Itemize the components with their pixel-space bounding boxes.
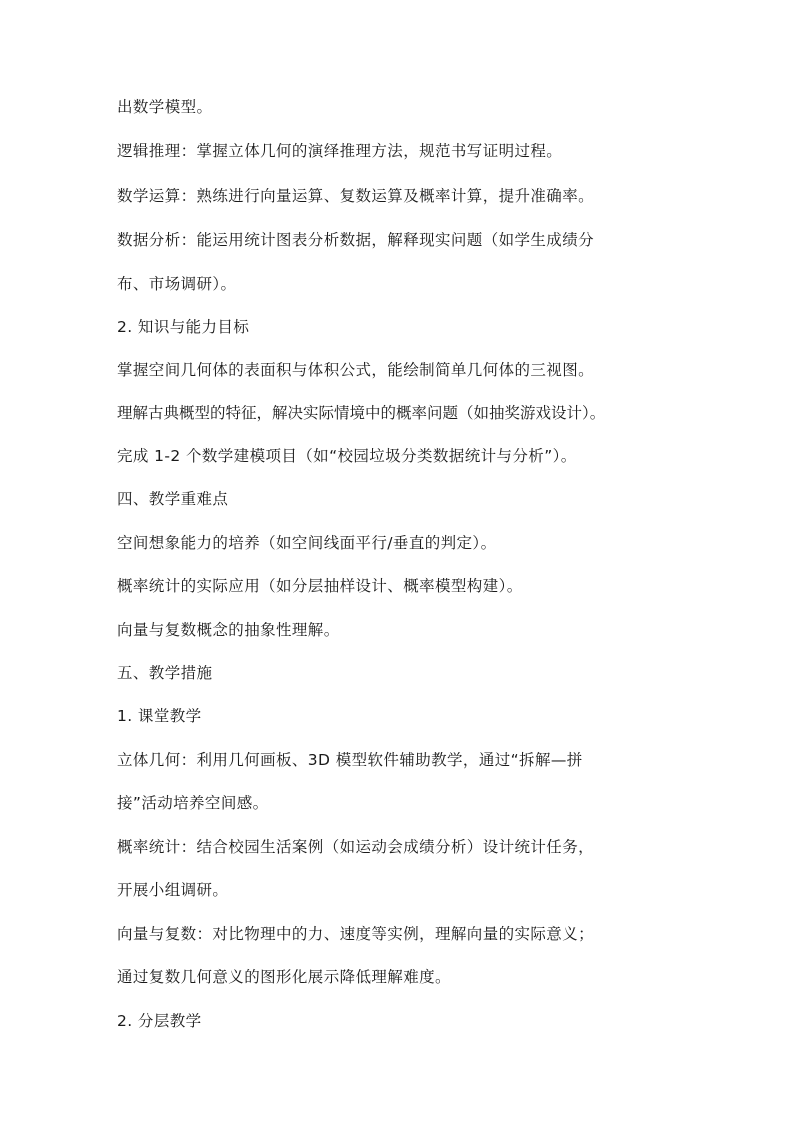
paragraph-line: 空间想象能力的培养（如空间线面平行/垂直的判定）。 bbox=[117, 534, 497, 552]
paragraph-line: 完成 1-2 个数学建模项目（如“校园垃圾分类数据统计与分析”）。 bbox=[117, 447, 577, 465]
paragraph-line: 概率统计：结合校园生活案例（如运动会成绩分析）设计统计任务， bbox=[117, 838, 595, 856]
paragraph-line: 数据分析：能运用统计图表分析数据，解释现实问题（如学生成绩分 bbox=[117, 231, 595, 249]
section-heading: 2. 分层教学 bbox=[117, 1012, 202, 1030]
paragraph-line: 掌握空间几何体的表面积与体积公式，能绘制简单几何体的三视图。 bbox=[117, 361, 595, 379]
paragraph-line: 向量与复数：对比物理中的力、速度等实例，理解向量的实际意义； bbox=[117, 925, 595, 943]
paragraph-line: 开展小组调研。 bbox=[117, 881, 229, 899]
paragraph-line: 接”活动培养空间感。 bbox=[117, 794, 269, 812]
paragraph-line: 概率统计的实际应用（如分层抽样设计、概率模型构建）。 bbox=[117, 577, 523, 595]
paragraph-line: 布、市场调研）。 bbox=[117, 275, 237, 293]
paragraph-line: 向量与复数概念的抽象性理解。 bbox=[117, 621, 340, 639]
section-heading: 四、教学重难点 bbox=[117, 490, 229, 508]
paragraph-line: 立体几何：利用几何画板、3D 模型软件辅助教学，通过“拆解—拼 bbox=[117, 751, 583, 769]
section-heading: 1. 课堂教学 bbox=[117, 707, 202, 725]
section-heading: 五、教学措施 bbox=[117, 664, 213, 682]
paragraph-line: 逻辑推理：掌握立体几何的演绎推理方法，规范书写证明过程。 bbox=[117, 142, 563, 160]
paragraph-line: 通过复数几何意义的图形化展示降低理解难度。 bbox=[117, 968, 451, 986]
paragraph-line: 数学运算：熟练进行向量运算、复数运算及概率计算，提升准确率。 bbox=[117, 187, 595, 205]
paragraph-line: 出数学模型。 bbox=[117, 98, 213, 116]
section-heading: 2. 知识与能力目标 bbox=[117, 318, 250, 336]
paragraph-line: 理解古典概型的特征，解决实际情境中的概率问题（如抽奖游戏设计）。 bbox=[117, 404, 606, 422]
